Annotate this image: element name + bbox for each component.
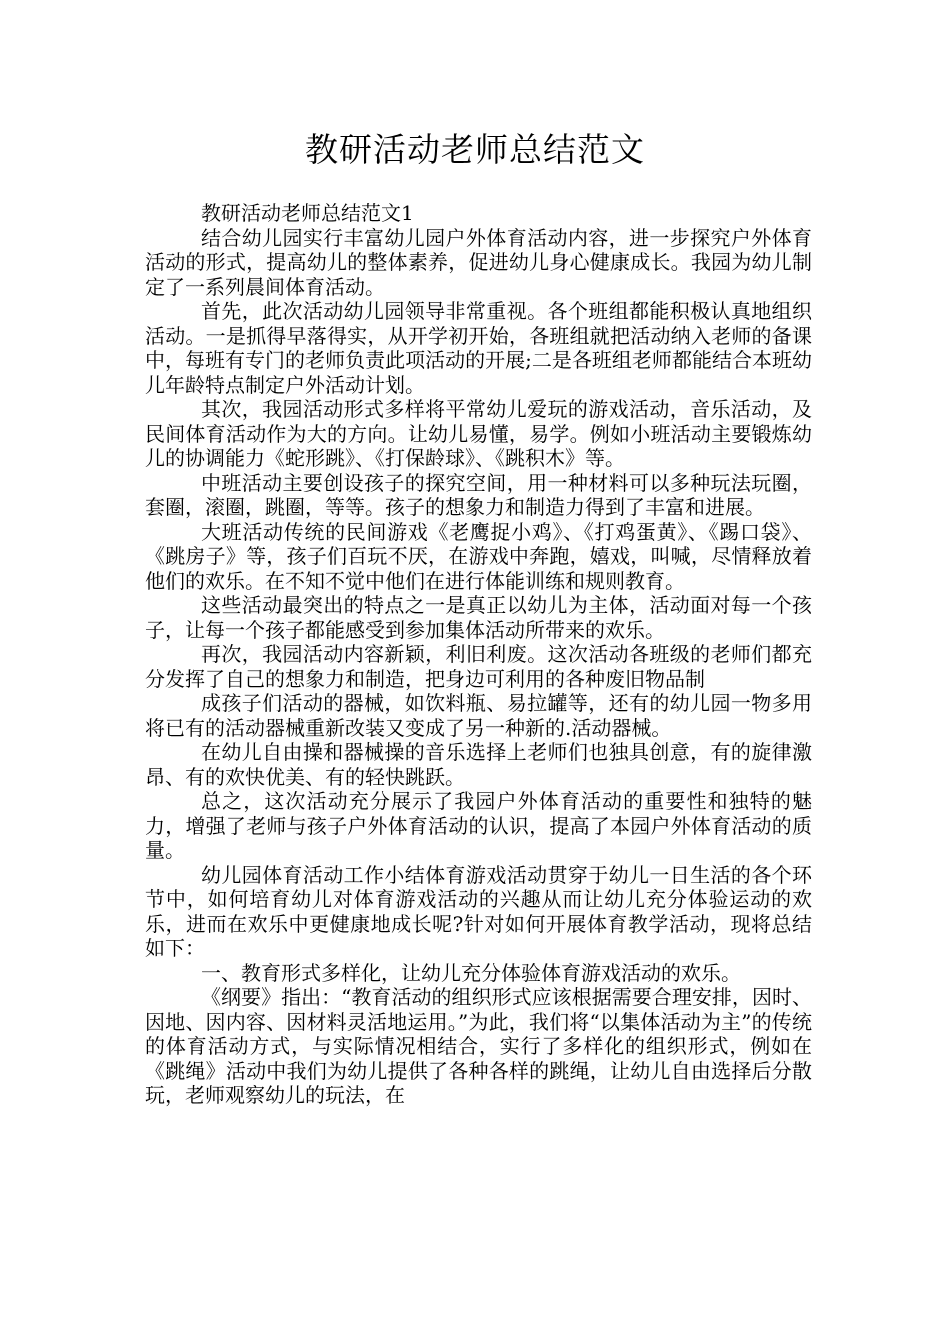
paragraph: 成孩子们活动的器械，如饮料瓶、易拉罐等，还有的幼儿园一物多用将已有的活动器械重新改装又变成了另一种新的.活动器械。 — [145, 691, 812, 740]
paragraph: 其次，我园活动形式多样将平常幼儿爱玩的游戏活动，音乐活动，及民间体育活动作为大的方向。让幼儿易懂，易学。例如小班活动主要锻炼幼儿的协调能力《蛇形跳》、《打保龄球》、《跳积木》等。 — [145, 397, 812, 470]
paragraph: 在幼儿自由操和器械操的音乐选择上老师们也独具创意，有的旋律激昂、有的欢快优美、有的轻快跳跃。 — [145, 740, 812, 789]
paragraph: 结合幼儿园实行丰富幼儿园户外体育活动内容，进一步探究户外体育活动的形式，提高幼儿的整体素养，促进幼儿身心健康成长。我园为幼儿制定了一系列晨间体育活动。 — [145, 225, 812, 299]
paragraph: 中班活动主要创设孩子的探究空间，用一种材料可以多种玩法玩圈，套圈，滚圈，跳圈，等等。孩子的想象力和制造力得到了丰富和进展。 — [145, 470, 812, 519]
paragraph: 总之，这次活动充分展示了我园户外体育活动的重要性和独特的魅力，增强了老师与孩子户外体育活动的认识，提高了本园户外体育活动的质量。 — [145, 789, 812, 862]
paragraph: 幼儿园体育活动工作小结体育游戏活动贯穿于幼儿一日生活的各个环节中，如何培育幼儿对体育游戏活动的兴趣从而让幼儿充分体验运动的欢乐，进而在欢乐中更健康地成长呢?针对如何开展体育教学活动，现将总结如下： — [145, 862, 812, 960]
section-heading: 一、教育形式多样化，让幼儿充分体验体育游戏活动的欢乐。 — [201, 960, 741, 985]
paragraph: 《纲要》指出：“教育活动的组织形式应该根据需要合理安排，因时、因地、因内容、因材料灵活地运用。”为此，我们将“以集体活动为主”的传统的体育活动方式，与实际情况相结合，实行了多样化的组织形式，例如在《跳绳》活动中我们为幼儿提供了各种各样的跳绳，让幼儿自由选择后分散玩，老师观察幼儿的玩法，在 — [145, 985, 812, 1107]
paragraph-subtitle: 教研活动老师总结范文1 — [201, 201, 414, 225]
document-body — [145, 201, 812, 1108]
document-title: 教研活动老师总结范文 — [305, 130, 645, 169]
paragraph: 再次，我园活动内容新颖，利旧利废。这次活动各班级的老师们都充分发挥了自己的想象力和制造，把身边可利用的各种废旧物品制 — [145, 642, 812, 691]
paragraph: 首先，此次活动幼儿园领导非常重视。各个班组都能积极认真地组织活动。一是抓得早落得实，从开学初开始，各班组就把活动纳入老师的备课中，每班有专门的老师负责此项活动的开展;二是各班组老师都能结合本班幼儿年龄特点制定户外活动计划。 — [145, 299, 812, 397]
paragraph: 这些活动最突出的特点之一是真正以幼儿为主体，活动面对每一个孩子，让每一个孩子都能感受到参加集体活动所带来的欢乐。 — [145, 593, 812, 642]
paragraph: 大班活动传统的民间游戏《老鹰捉小鸡》、《打鸡蛋黄》、《踢口袋》、《跳房子》等，孩子们百玩不厌，在游戏中奔跑，嬉戏，叫喊，尽情释放着他们的欢乐。在不知不觉中他们在进行体能训练和规则教育。 — [145, 519, 812, 593]
